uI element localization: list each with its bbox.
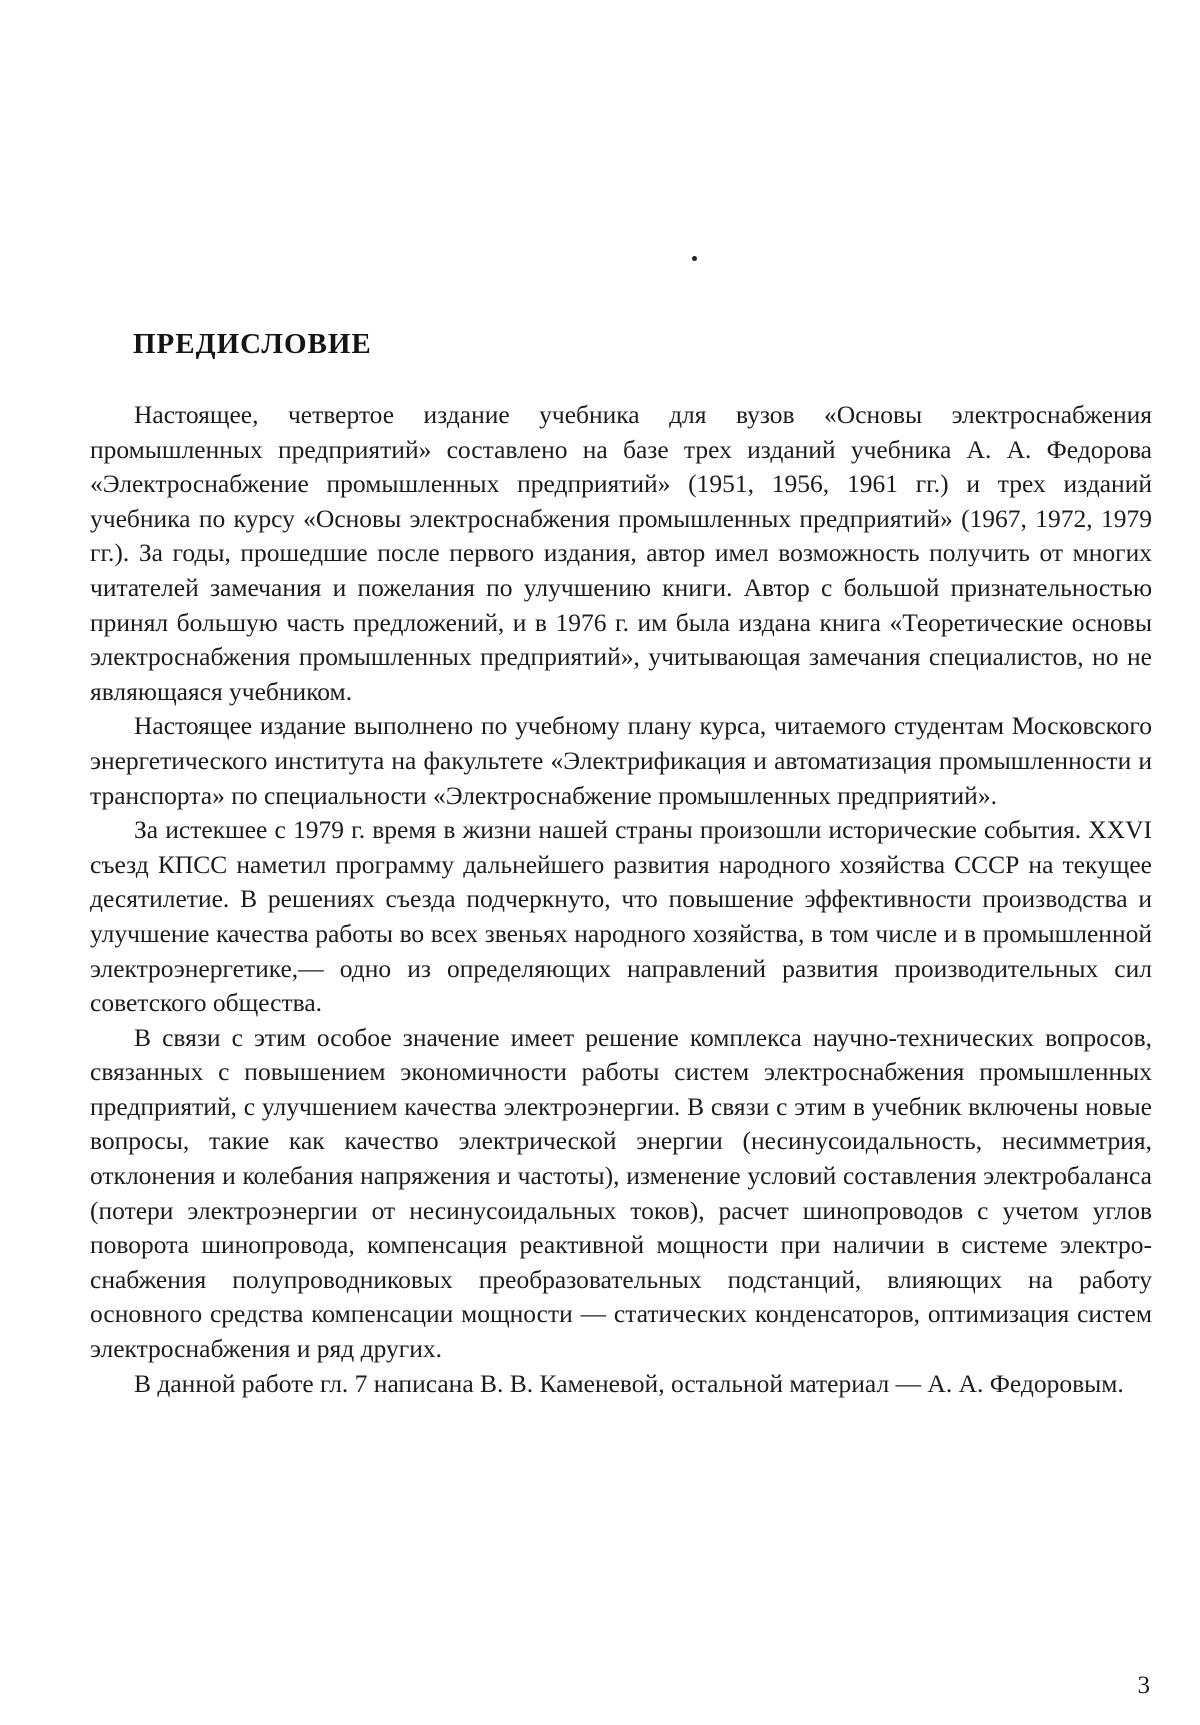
paragraph-2: Настоящее издание выполнено по учебному плану курса, читаемого студентам Московского энергетического института на факультете «Электрификация и автоматизация промышленности и транспорта» по специальности «Электроснабжение промышленных предприятий».	[90, 711, 1152, 810]
paragraph-3: За истекшее с 1979 г. время в жизни нашей страны произошли исторические события. XXVI съезд КПСС наметил программу дальнейшего развития народного хозяйства СССР на текущее десятилетие. В решениях съезда подчеркнуто, что повышение эффективности производства и улучшение качества работы во всех звеньях народного хозяйства, в том числе и в промышленной электроэнергетике,— одно из определяющих направлений развития производительных сил советского общества.	[90, 815, 1152, 1018]
paragraph-4: В связи с этим особое значение имеет решение комплекса научно-технических вопросов, связанных с повышением экономичности работы систем электроснабжения промышленных предприятий, с улучшением качества электроэнергии. В связи с этим в учебник включены новые вопросы, такие как качество электрической энергии (несинусоидальность, несимметрия, отклонения и колебания напряжения и частоты), изменение условий составления электробаланса (потери электроэнергии от несинусоидальных токов), расчет шинопроводов с учетом углов поворота шинопровода, компенсация реактивной мощности при наличии в системе электроснабжения полупроводниковых преобразовательных подстанций, влияющих на работу основного средства компенсации мощности — статических конденсаторов, оптимизация систем электроснабжения и ряд других.	[90, 1022, 1152, 1364]
paragraph-1: Настоящее, четвертое издание учебника для вузов «Основы электроснабжения промышленных предприятий» составлено на базе трех изданий учебника А. А. Федорова «Электроснабжение промышленных предприятий» (1951, 1956, 1961 гг.) и трех изданий учебника по курсу «Основы электроснабжения промышленных предприятий» (1967, 1972, 1979 гг.). За годы, прошедшие после первого издания, автор имел возможность получить от многих читателей замечания и пожелания по улучшению книги. Автор с большой признательностью принял большую часть предложений, и в 1976 г. им была издана книга «Теоретические основы электроснабжения промышленных предприятий», учитывающая замечания специалистов, но не являющаяся учебником.	[90, 400, 1152, 706]
page-title: ПРЕДИСЛОВИЕ	[133, 328, 372, 360]
page-number: 3	[1137, 1672, 1150, 1699]
paragraph-5: В данной работе гл. 7 написана В. В. Каменевой, остальной материал — А. А. Федоровым.	[134, 1368, 1124, 1398]
preface-body	[90, 398, 1152, 1401]
decorative-dot	[692, 256, 697, 261]
